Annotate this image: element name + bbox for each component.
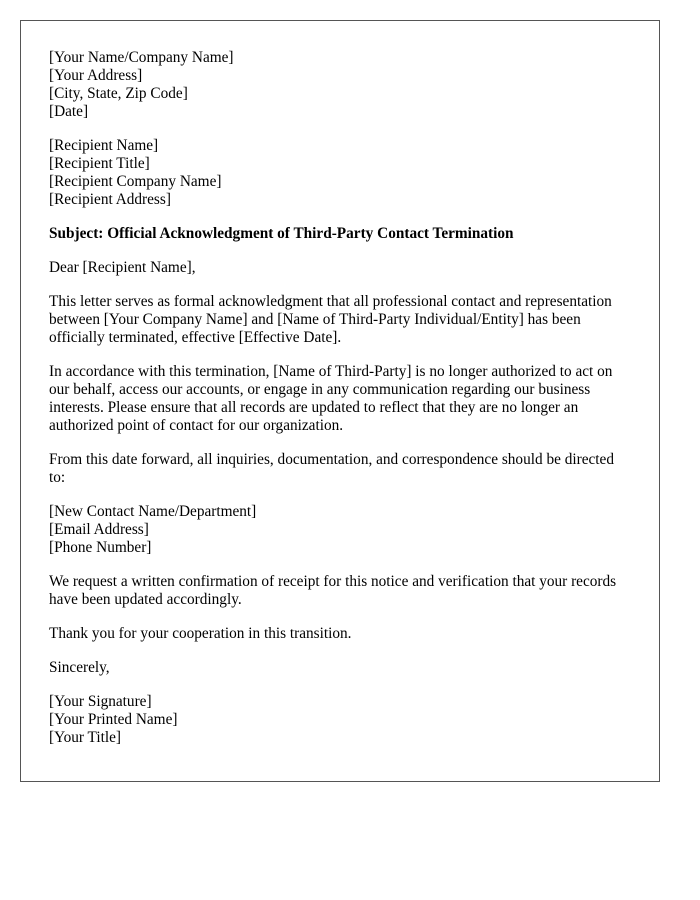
signature: [Your Signature] bbox=[49, 693, 152, 710]
sender-address-block bbox=[49, 49, 631, 121]
recipient-title: [Recipient Title] bbox=[49, 155, 150, 172]
body-paragraph-1: This letter serves as formal acknowledgment that all professional contact and representation between [Your Company Name] and [Name of Third-Party Individual/Entity] has been officially terminated, effective [Effective Date]. bbox=[49, 293, 612, 346]
sender-name: [Your Name/Company Name] bbox=[49, 49, 234, 66]
printed-name: [Your Printed Name] bbox=[49, 711, 178, 728]
body-paragraph-5: Thank you for your cooperation in this transition. bbox=[49, 625, 352, 642]
recipient-address: [Recipient Address] bbox=[49, 191, 171, 208]
letter-date: [Date] bbox=[49, 103, 89, 120]
salutation: Dear [Recipient Name], bbox=[49, 259, 196, 276]
signature-block bbox=[49, 693, 631, 747]
recipient-company: [Recipient Company Name] bbox=[49, 173, 222, 190]
new-contact-email: [Email Address] bbox=[49, 521, 149, 538]
sender-address: [Your Address] bbox=[49, 67, 143, 84]
body-paragraph-4: We request a written confirmation of receipt for this notice and verification that your records have been updated accordingly. bbox=[49, 573, 617, 608]
letter-page bbox=[20, 20, 660, 782]
body-paragraph-3: From this date forward, all inquiries, documentation, and correspondence should be directed to: bbox=[49, 451, 614, 486]
recipient-address-block bbox=[49, 137, 631, 209]
subject-line: Subject: Official Acknowledgment of Third-Party Contact Termination bbox=[49, 225, 514, 242]
new-contact-block bbox=[49, 503, 631, 557]
new-contact-name: [New Contact Name/Department] bbox=[49, 503, 257, 520]
recipient-name: [Recipient Name] bbox=[49, 137, 159, 154]
closing: Sincerely, bbox=[49, 659, 110, 676]
sender-city-state-zip: [City, State, Zip Code] bbox=[49, 85, 188, 102]
body-paragraph-2: In accordance with this termination, [Name of Third-Party] is no longer authorized to act on our behalf, access our accounts, or engage in any communication regarding our business interests. Please ensure that all records are updated to reflect that they are no longer an authorized point of contact for our organization. bbox=[49, 363, 613, 434]
new-contact-phone: [Phone Number] bbox=[49, 539, 152, 556]
signer-title: [Your Title] bbox=[49, 729, 121, 746]
